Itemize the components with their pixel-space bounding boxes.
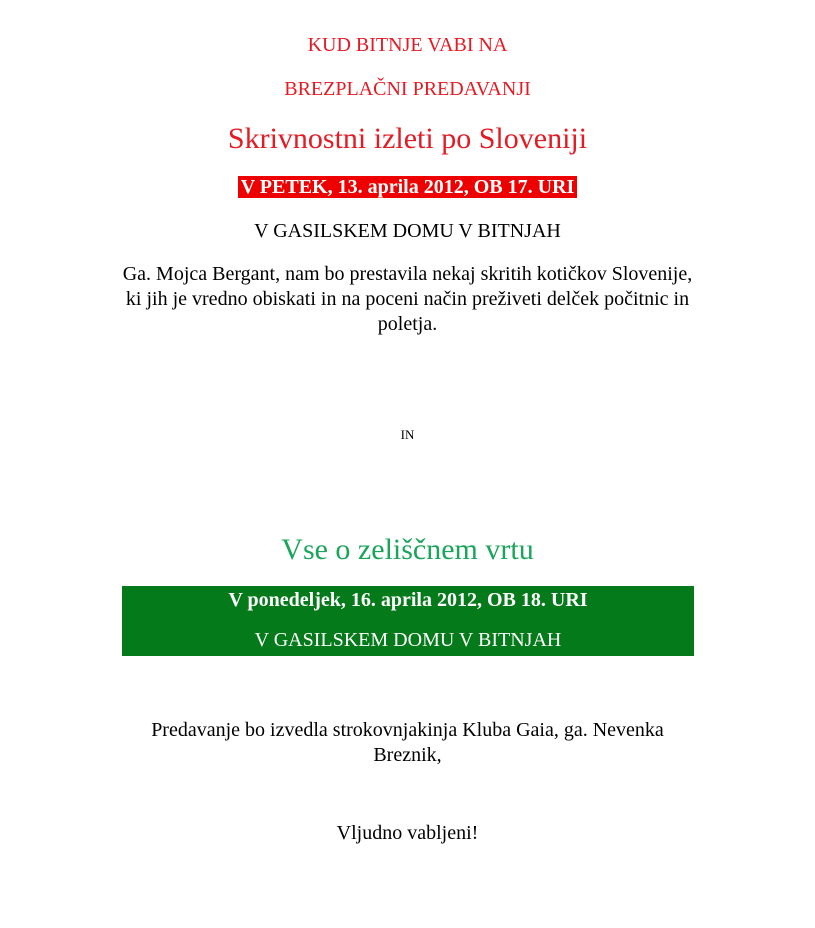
organizer-heading: KUD BITNJE VABI NA [307, 34, 508, 56]
event-subtitle: BREZPLAČNI PREDAVANJI [284, 78, 531, 100]
lecture1-description: Ga. Mojca Bergant, nam bo prestavila nekaj skritih kotičkov Slovenije, ki jih je vredno obiskati in na poceni način preživeti delček počitnic in poletja. [122, 263, 693, 335]
lecture1-title: Skrivnostni izleti po Sloveniji [227, 122, 588, 155]
lecture2-title: Vse o zeliščnem vrtu [281, 533, 534, 566]
lecture2-venue: V GASILSKEM DOMU V BITNJAH [254, 629, 562, 651]
connector-text: IN [400, 427, 415, 442]
lecture1-date-line [0, 176, 815, 199]
lecture2-info-box [122, 586, 694, 656]
lecture2-description: Predavanje bo izvedla strokovnjakinja Kluba Gaia, ga. Nevenka Breznik, [151, 719, 664, 766]
lecture1-date-highlight: V PETEK, 13. aprila 2012, OB 17. URI [238, 176, 578, 198]
closing-text: Vljudno vabljeni! [336, 822, 479, 844]
lecture1-venue: V GASILSKEM DOMU V BITNJAH [254, 220, 561, 242]
lecture2-date: V ponedeljek, 16. aprila 2012, OB 18. URI [228, 589, 588, 611]
